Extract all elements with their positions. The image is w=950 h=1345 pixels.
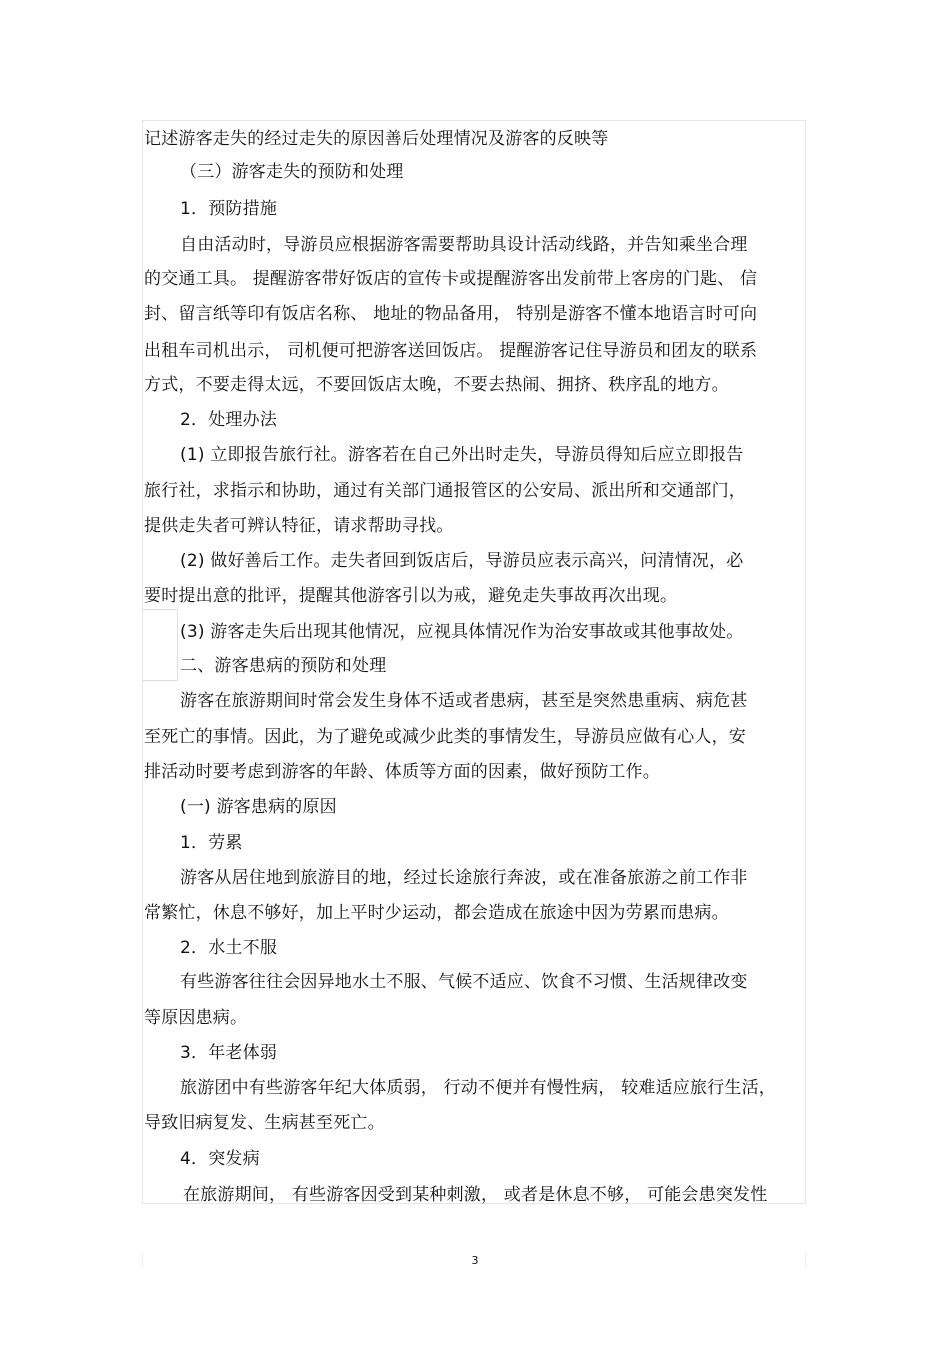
text-line: 自由活动时，导游员应根据游客需要帮助具设计活动线路，并告知乘坐合理 xyxy=(180,235,748,255)
text-line: 封、留言纸等印有饭店名称、 地址的物品备用， 特别是游客不懂本地语言时可向 xyxy=(144,304,758,324)
frame-notch xyxy=(142,609,178,681)
subsection-heading: 2．处理办法 xyxy=(180,410,278,430)
subsection-heading: 4．突发病 xyxy=(180,1149,260,1169)
text-line: (1) 立即报告旅行社。游客若在自己外出时走失，导游员得知后应立即报告 xyxy=(180,445,744,465)
text-line: 至死亡的事情。因此，为了避免或减少此类的事情发生，导游员应做有心人，安 xyxy=(144,727,746,747)
page-number: 3 xyxy=(471,1254,479,1267)
section-heading: （三）游客走失的预防和处理 xyxy=(180,162,404,182)
text-line: 提供走失者可辨认特征，请求帮助寻找。 xyxy=(144,516,454,536)
text-line: 记述游客走失的经过走失的原因善后处理情况及游客的反映等 xyxy=(144,129,609,149)
text-line: 导致旧病复发、生病甚至死亡。 xyxy=(144,1113,385,1133)
text-line: 出租车司机出示， 司机便可把游客送回饭店。 提醒游客记住导游员和团友的联系 xyxy=(144,341,758,361)
text-line: 旅行社，求指示和协助，通过有关部门通报管区的公安局、派出所和交通部门， xyxy=(144,481,746,501)
subsection-heading: 2．水土不服 xyxy=(180,938,278,958)
text-line: 有些游客往往会因异地水土不服、气候不适应、饮食不习惯、生活规律改变 xyxy=(180,972,748,992)
text-line: 旅游团中有些游客年纪大体质弱， 行动不便并有慢性病， 较难适应旅行生活， xyxy=(180,1078,777,1098)
text-line: (3) 游客走失后出现其他情况，应视具体情况作为治安事故或其他事故处。 xyxy=(180,622,744,642)
text-line: 常繁忙，休息不够好，加上平时少运动，都会造成在旅途中因为劳累而患病。 xyxy=(144,903,729,923)
text-line: 游客从居住地到旅游目的地，经过长途旅行奔波，或在准备旅游之前工作非 xyxy=(180,868,748,888)
text-line: 的交通工具。 提醒游客带好饭店的宣传卡或提醒游客出发前带上客房的门匙、 信 xyxy=(144,269,758,289)
section-heading: 二、游客患病的预防和处理 xyxy=(180,656,387,676)
text-line: (2) 做好善后工作。走失者回到饭店后，导游员应表示高兴，问清情况，必 xyxy=(180,551,744,571)
text-line: 等原因患病。 xyxy=(144,1008,248,1028)
subsection-heading: 1．劳累 xyxy=(180,833,243,853)
text-line: 方式，不要走得太远，不要回饭店太晚，不要去热闹、拥挤、秩序乱的地方。 xyxy=(144,375,729,395)
section-heading: (一) 游客患病的原因 xyxy=(180,797,337,817)
subsection-heading: 3．年老体弱 xyxy=(180,1043,278,1063)
text-line: 要时提出意的批评，提醒其他游客引以为戒，避免走失事故再次出现。 xyxy=(144,586,678,606)
text-line: 游客在旅游期间时常会发生身体不适或者患病，甚至是突然患重病、病危甚 xyxy=(180,691,748,711)
text-line: 在旅游期间， 有些游客因受到某种刺激， 或者是休息不够， 可能会患突发性 xyxy=(183,1185,768,1205)
text-line: 排活动时要考虑到游客的年龄、体质等方面的因素，做好预防工作。 xyxy=(144,762,660,782)
subsection-heading: 1．预防措施 xyxy=(180,199,278,219)
